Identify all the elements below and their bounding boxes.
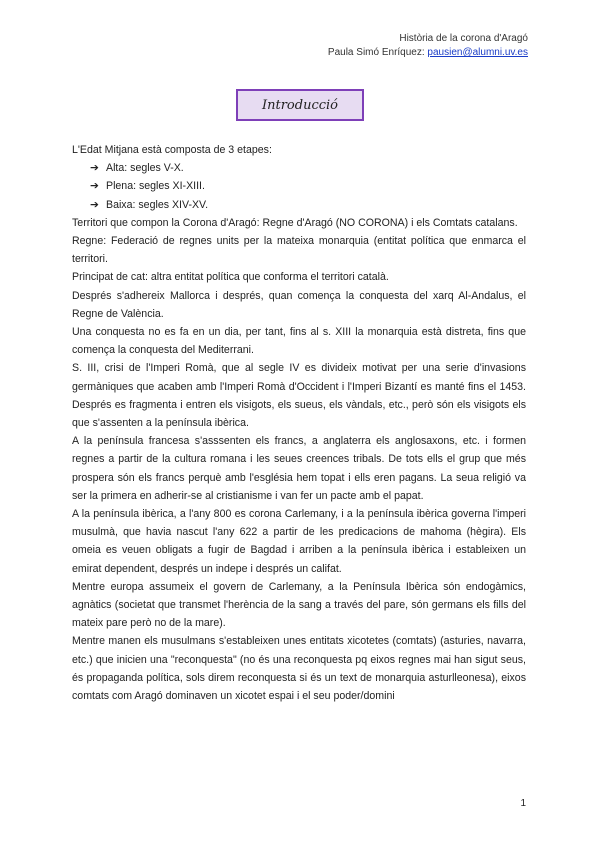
document-body: [72, 141, 526, 705]
body-paragraph: Principat de cat: altra entitat política que conforma el territori català.: [72, 271, 389, 284]
header-author: Paula Simó Enríquez:: [327, 47, 425, 58]
body-paragraph: Després s'adhereix Mallorca i després, quan comença la conquesta del xarq Al-Andalus, el Regne de València.: [72, 289, 526, 320]
section-title: Introducció: [236, 89, 364, 121]
arrow-right-icon: ➔: [90, 198, 99, 211]
list-item: ➔ Baixa: segles XIV-XV.: [90, 196, 526, 214]
arrow-right-icon: ➔: [90, 180, 99, 193]
body-paragraph: Mentre manen els musulmans s'estableixen unes entitats xicotetes (comtats) (asturies, navarra, etc.) que inicien una "reconquesta" (no és una reconquesta pq eixos regnes mai han sigut seus, és propaganda política, sols direm reconquesta si és un text de monarquia asturlleonesa), eixos comtats com Aragó dominaven un xicotet espai i el seu poder/domini: [72, 635, 526, 703]
body-paragraph: A la península ibèrica, a l'any 800 es corona Carlemany, i a la península ibèrica governa l'imperi musulmà, que havia nascut l'any 622 a partir de les predicacions de mahoma (hègira). Els omeia es veuen obligats a fugir de Bagdad i arriben a la península ibèrica i estableixen un emirat dependent, després un indepe i després un califat.: [72, 508, 526, 575]
body-paragraph: Regne: Federació de regnes units per la mateixa monarquia (entitat política que enmarca el territori.: [72, 235, 526, 266]
list-item: ➔ Alta: segles V-X.: [90, 159, 526, 177]
header-author-line: [328, 46, 528, 60]
stages-list: [72, 159, 526, 214]
page-number: 1: [520, 798, 526, 809]
intro-paragraph: L'Edat Mitjana està composta de 3 etapes:: [72, 144, 272, 156]
body-paragraph: S. III, crisi de l'Imperi Romà, que al segle IV es divideix motivat per una serie d'invasions germàniques que acaben amb l'Imperi Romà d'Occident i l'Imperi Bizantí es manté fins el 1453. Després es fragmenta i entren els visigots, els sueus, els vàndals, etc., però són els visigots els que s'assenten a la península ibèrica.: [72, 362, 526, 430]
arrow-right-icon: ➔: [90, 162, 99, 175]
list-item: ➔ Plena: segles XI-XIII.: [90, 177, 526, 195]
header-title: Història de la corona d'Aragó: [399, 33, 528, 44]
body-paragraph: Mentre europa assumeix el govern de Carlemany, a la Península Ibèrica són endogàmics, agnàtics (societat que transmet l'herència de la sang a través del pare, són germans els fills del mateix pare però no de la mare).: [72, 580, 526, 630]
page-header: [328, 32, 528, 60]
body-paragraph: Una conquesta no es fa en un dia, per tant, fins al s. XIII la monarquia està distreta, fins que comença la conquesta del Mediterrani.: [72, 326, 526, 357]
body-paragraph: Territori que compon la Corona d'Aragó: Regne d'Aragó (NO CORONA) i els Comtats catalans.: [72, 216, 518, 229]
author-email-link[interactable]: pausien@alumni.uv.es: [427, 47, 528, 58]
body-paragraph: A la península francesa s'asssenten els francs, a anglaterra els anglosaxons, etc. i formen regnes a partir de la cultura romana i les seues creences tribals. De tots ells el grup que més prospera són els francs perquè amb l'església hem topat i ells eren pagans. La seua religió va ser la primera en adherir-se al cristianisme i van fer un pacte amb el papat.: [72, 435, 526, 502]
